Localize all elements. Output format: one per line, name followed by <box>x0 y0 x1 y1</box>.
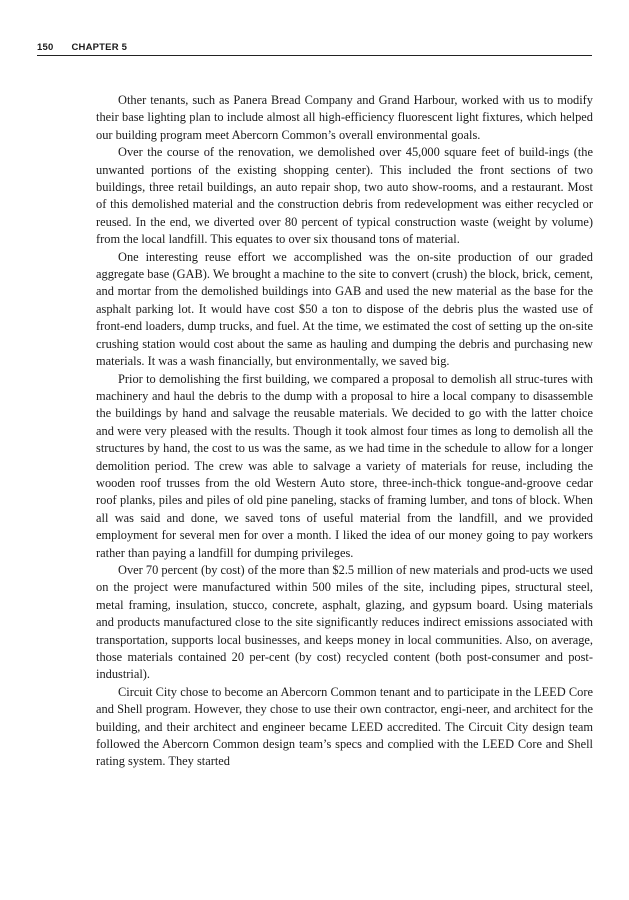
paragraph: Circuit City chose to become an Abercorn Common tenant and to participate in the LEED Core and Shell program. However, they chose to use their own contractor, engi-neer, and architect for the building, and their architect and engineer became LEED accredited. The Circuit City design team followed the Abercorn Common design team’s specs and complied with the LEED Core and Shell rating system. They started <box>96 684 593 769</box>
paragraph: Over the course of the renovation, we demolished over 45,000 square feet of build-ings (the unwanted portions of the existing shopping center). This included the front sections of two buildings, three retail buildings, an auto repair shop, two auto show-rooms, and a restaurant. Most of this demolished material and the construction debris from redevelopment was either recycled or reused. In the end, we diverted over 80 percent of typical construction waste (weight by volume) from the local landfill. This equates to over six thousand tons of material. <box>96 145 593 247</box>
paragraph: Over 70 percent (by cost) of the more than $2.5 million of new materials and prod-ucts we used on the project were manufactured within 500 miles of the site, including pipes, structural steel, metal framing, insulation, stucco, concrete, asphalt, glazing, and gypsum board. Using materials and products manufactured close to the site significantly reduces indirect emissions associated with transportation, supports local businesses, and keeps money in local communities. Also, on average, those materials contained 20 per-cent (by cost) recycled content (both post-consumer and post-industrial). <box>96 562 593 682</box>
page-number: 150 <box>37 42 54 53</box>
body-text <box>96 92 593 771</box>
paragraph: Prior to demolishing the first building, we compared a proposal to demolish all struc-tures with machinery and haul the debris to the dump with a proposal to hire a local company to disassemble the buildings by hand and salvage the reusable materials. We decided to go with the latter choice and were very pleased with the results. Though it took almost four times as long to demolish all the structures by hand, the cost to us was the same, as we had time in the schedule to allow for a longer demolition period. The crew was able to salvage a variety of materials for reuse, including the wooden roof trusses from the old Western Auto store, three-inch-thick tongue-and-groove cedar roof planks, piles and piles of old pine paneling, stacks of framing lumber, and tons of block. When all was said and done, we saved tons of useful material from the landfill, and we provided employment for several men for over a month. I liked the idea of our money going to pay workers rather than paying a landfill for dumping privileges. <box>96 371 593 560</box>
paragraph: Other tenants, such as Panera Bread Company and Grand Harbour, worked with us to modify their base lighting plan to include almost all high-efficiency fluorescent light fixtures, which helped our building program meet Abercorn Common’s overall environmental goals. <box>96 93 593 142</box>
running-head <box>37 42 592 56</box>
chapter-label: CHAPTER 5 <box>71 42 128 53</box>
paragraph: One interesting reuse effort we accomplished was the on-site production of our graded aggregate base (GAB). We brought a machine to the site to convert (crush) the block, brick, cement, and mortar from the demolished buildings into GAB and used the new material as the base for the asphalt parking lot. It would have cost $50 a ton to dispose of the debris plus the wasted use of front-end loaders, dump trucks, and fuel. At the time, we estimated the cost of setting up the on-site crushing station would cost about the same as hauling and dumping the debris and purchasing new materials. It was a wash financially, but environmentally, we saved big. <box>96 249 593 369</box>
